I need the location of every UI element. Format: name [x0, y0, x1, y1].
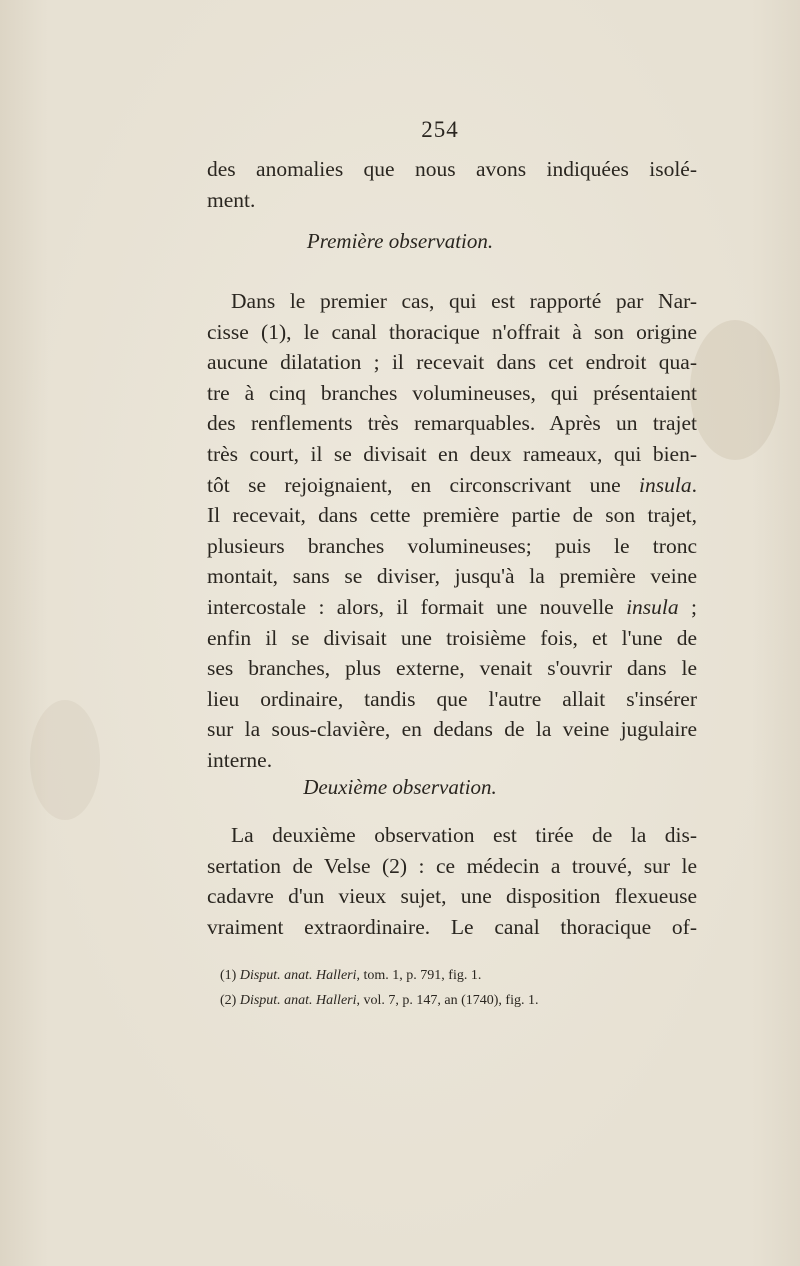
top-lines [207, 154, 697, 215]
text-line: Il recevait, dans cette première partie de son trajet, [207, 503, 697, 528]
footnote-1: (1) Disput. anat. Halleri, tom. 1, p. 791, fig. 1. [220, 968, 482, 983]
text-line: montait, sans se diviser, jusqu'à la première veine [207, 564, 697, 589]
text-line: intercostale : alors, il formait une nouvelle insula ; [207, 594, 697, 619]
footnotes [220, 963, 538, 1013]
text-line: des anomalies que nous avons indiquées isolé- [207, 157, 697, 181]
section-heading-second-observation: Deuxième observation. [303, 775, 497, 799]
text-line: plusieurs branches volumineuses; puis le tronc [207, 533, 697, 558]
text-line: sertation de Velse (2) : ce médecin a trouvé, sur le [207, 853, 697, 878]
text-line: enfin il se divisait une troisième fois, et l'une de [207, 625, 697, 650]
text-line: des renflements très remarquables. Après un trajet [207, 411, 697, 436]
text-line: vraiment extraordinaire. Le canal thoracique of- [207, 914, 697, 939]
text-line: sur la sous-clavière, en dedans de la veine jugulaire [207, 717, 697, 742]
text-line: lieu ordinaire, tandis que l'autre allait s'insérer [207, 686, 697, 711]
text-line: aucune dilatation ; il recevait dans cet endroit qua- [207, 350, 697, 375]
text-line: très court, il se divisait en deux rameaux, qui bien- [207, 441, 697, 466]
section-heading-first-observation: Première observation. [306, 229, 494, 253]
text-line: cisse (1), le canal thoracique n'offrait à son origine [207, 319, 697, 344]
text-line: ses branches, plus externe, venait s'ouvrir dans le [207, 656, 697, 681]
text-line: ment. [207, 187, 256, 212]
text-line: Dans le premier cas, qui est rapporté par Nar- [231, 289, 697, 313]
text-line: cadavre d'un vieux sujet, une disposition flexueuse [207, 884, 697, 909]
text-line: tôt se rejoignaient, en circonscrivant une insula. [207, 472, 697, 497]
paragraph-second-observation [207, 820, 697, 942]
text-line: La deuxième observation est tirée de la dis- [231, 823, 697, 847]
text-line: interne. [207, 747, 273, 772]
text-line: tre à cinq branches volumineuses, qui présentaient [207, 380, 697, 405]
paragraph-first-observation [207, 286, 697, 776]
page-number: 254 [421, 117, 459, 142]
paper-stain [690, 320, 780, 460]
paper-stain [30, 700, 100, 820]
footnote-2: (2) Disput. anat. Halleri, vol. 7, p. 147, an (1740), fig. 1. [220, 993, 539, 1008]
